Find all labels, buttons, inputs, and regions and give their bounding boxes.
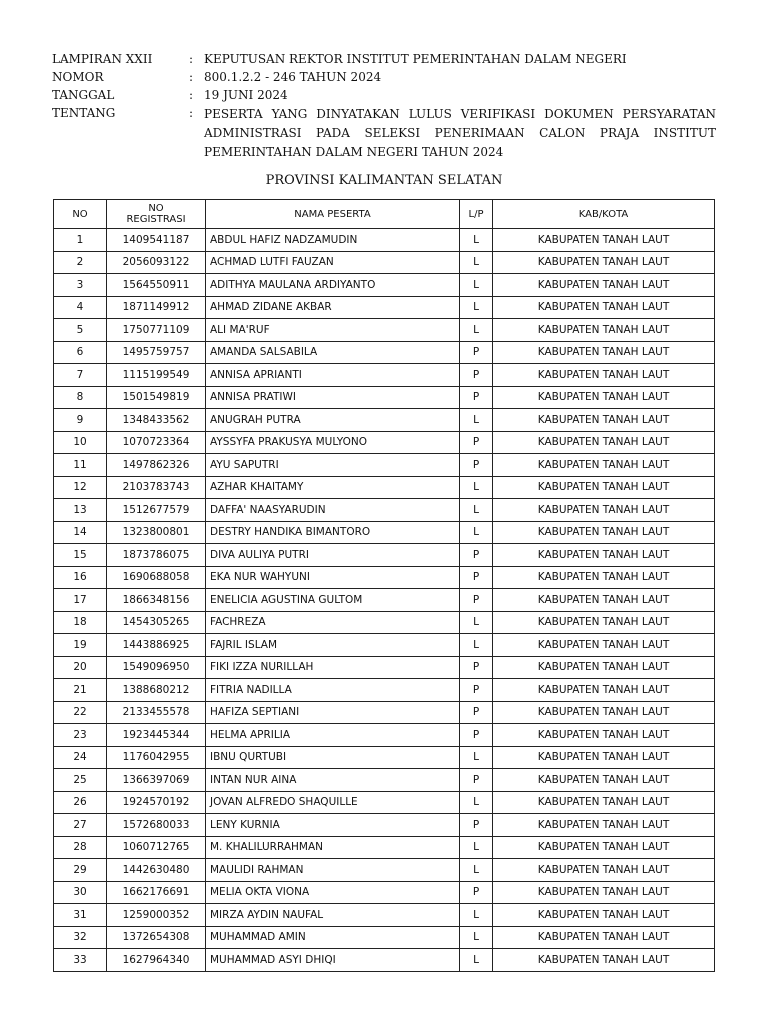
registration-number: 1512677579	[107, 499, 206, 522]
header-row-tentang	[52, 104, 716, 162]
row-number: 6	[54, 341, 107, 364]
registration-number: 2056093122	[107, 251, 206, 274]
province-title: PROVINSI KALIMANTAN SELATAN	[265, 173, 503, 188]
row-number: 28	[54, 836, 107, 859]
regency: KABUPATEN TANAH LAUT	[493, 589, 715, 612]
row-number: 15	[54, 544, 107, 567]
regency: KABUPATEN TANAH LAUT	[493, 296, 715, 319]
participant-name: MUHAMMAD AMIN	[206, 926, 460, 949]
gender: L	[460, 836, 493, 859]
row-number: 22	[54, 701, 107, 724]
registration-number: 1388680212	[107, 679, 206, 702]
registration-number: 1348433562	[107, 409, 206, 432]
participant-name: ANUGRAH PUTRA	[206, 409, 460, 432]
row-number: 33	[54, 949, 107, 972]
gender: L	[460, 476, 493, 499]
participant-name: ABDUL HAFIZ NADZAMUDIN	[206, 229, 460, 252]
regency: KABUPATEN TANAH LAUT	[493, 341, 715, 364]
row-number: 19	[54, 634, 107, 657]
table-row	[54, 319, 715, 342]
table-body	[54, 229, 715, 972]
participant-name: ADITHYA MAULANA ARDIYANTO	[206, 274, 460, 297]
row-number: 27	[54, 814, 107, 837]
table-row	[54, 724, 715, 747]
gender: P	[460, 454, 493, 477]
regency: KABUPATEN TANAH LAUT	[493, 904, 715, 927]
gender: P	[460, 566, 493, 589]
table-row	[54, 431, 715, 454]
regency: KABUPATEN TANAH LAUT	[493, 701, 715, 724]
row-number: 20	[54, 656, 107, 679]
gender: L	[460, 746, 493, 769]
table-row	[54, 364, 715, 387]
row-number: 24	[54, 746, 107, 769]
registration-number: 1871149912	[107, 296, 206, 319]
table-row	[54, 589, 715, 612]
participant-name: HAFIZA SEPTIANI	[206, 701, 460, 724]
tanggal-value: 19 JUNI 2024	[204, 88, 288, 102]
gender: P	[460, 431, 493, 454]
table-row	[54, 544, 715, 567]
gender: P	[460, 679, 493, 702]
gender: P	[460, 769, 493, 792]
participant-name: AHMAD ZIDANE AKBAR	[206, 296, 460, 319]
registration-number: 1443886925	[107, 634, 206, 657]
participant-name: INTAN NUR AINA	[206, 769, 460, 792]
regency: KABUPATEN TANAH LAUT	[493, 476, 715, 499]
table-row	[54, 881, 715, 904]
participant-name: ANNISA APRIANTI	[206, 364, 460, 387]
row-number: 16	[54, 566, 107, 589]
row-number: 29	[54, 859, 107, 882]
row-number: 4	[54, 296, 107, 319]
participants-table	[53, 199, 715, 972]
participant-name: AMANDA SALSABILA	[206, 341, 460, 364]
row-number: 5	[54, 319, 107, 342]
registration-number: 1442630480	[107, 859, 206, 882]
row-number: 32	[54, 926, 107, 949]
header-registration-line2: REGISTRASI	[126, 214, 186, 225]
table-row	[54, 296, 715, 319]
table-row	[54, 769, 715, 792]
regency: KABUPATEN TANAH LAUT	[493, 949, 715, 972]
regency: KABUPATEN TANAH LAUT	[493, 521, 715, 544]
participant-name: DAFFA' NAASYARUDIN	[206, 499, 460, 522]
table-row	[54, 656, 715, 679]
gender: L	[460, 904, 493, 927]
participant-name: MIRZA AYDIN NAUFAL	[206, 904, 460, 927]
regency: KABUPATEN TANAH LAUT	[493, 881, 715, 904]
gender: L	[460, 499, 493, 522]
participant-name: ENELICIA AGUSTINA GULTOM	[206, 589, 460, 612]
table-row	[54, 634, 715, 657]
gender: L	[460, 274, 493, 297]
participant-name: ANNISA PRATIWI	[206, 386, 460, 409]
regency: KABUPATEN TANAH LAUT	[493, 746, 715, 769]
row-number: 23	[54, 724, 107, 747]
regency: KABUPATEN TANAH LAUT	[493, 656, 715, 679]
participant-name: EKA NUR WAHYUNI	[206, 566, 460, 589]
row-number: 9	[54, 409, 107, 432]
header-registration	[107, 200, 206, 229]
gender: P	[460, 724, 493, 747]
row-number: 25	[54, 769, 107, 792]
table-row	[54, 701, 715, 724]
header-row-tanggal	[52, 86, 716, 104]
participant-name: DESTRY HANDIKA BIMANTORO	[206, 521, 460, 544]
registration-number: 1323800801	[107, 521, 206, 544]
registration-number: 1259000352	[107, 904, 206, 927]
registration-number: 1060712765	[107, 836, 206, 859]
table-row	[54, 229, 715, 252]
registration-number: 2103783743	[107, 476, 206, 499]
regency: KABUPATEN TANAH LAUT	[493, 499, 715, 522]
regency: KABUPATEN TANAH LAUT	[493, 769, 715, 792]
header-row-nomor	[52, 68, 716, 86]
gender: P	[460, 656, 493, 679]
registration-number: 1115199549	[107, 364, 206, 387]
participant-name: LENY KURNIA	[206, 814, 460, 837]
gender: L	[460, 409, 493, 432]
row-number: 2	[54, 251, 107, 274]
table-row	[54, 521, 715, 544]
separator: :	[189, 70, 194, 84]
regency: KABUPATEN TANAH LAUT	[493, 791, 715, 814]
gender: L	[460, 949, 493, 972]
table-row	[54, 409, 715, 432]
registration-number: 1070723364	[107, 431, 206, 454]
participant-name: DIVA AULIYA PUTRI	[206, 544, 460, 567]
table-row	[54, 679, 715, 702]
table-row	[54, 566, 715, 589]
table-row	[54, 611, 715, 634]
header-name: NAMA PESERTA	[206, 200, 460, 229]
lampiran-label: LAMPIRAN XXII	[52, 52, 153, 66]
participant-name: AZHAR KHAITAMY	[206, 476, 460, 499]
participant-name: FAJRIL ISLAM	[206, 634, 460, 657]
nomor-value: 800.1.2.2 - 246 TAHUN 2024	[204, 70, 382, 84]
regency: KABUPATEN TANAH LAUT	[493, 251, 715, 274]
table-row	[54, 251, 715, 274]
registration-number: 1409541187	[107, 229, 206, 252]
registration-number: 1495759757	[107, 341, 206, 364]
gender: L	[460, 634, 493, 657]
row-number: 8	[54, 386, 107, 409]
participant-name: M. KHALILURRAHMAN	[206, 836, 460, 859]
gender: P	[460, 544, 493, 567]
participant-name: AYSSYFA PRAKUSYA MULYONO	[206, 431, 460, 454]
row-number: 14	[54, 521, 107, 544]
regency: KABUPATEN TANAH LAUT	[493, 566, 715, 589]
regency: KABUPATEN TANAH LAUT	[493, 859, 715, 882]
row-number: 11	[54, 454, 107, 477]
lampiran-value: KEPUTUSAN REKTOR INSTITUT PEMERINTAHAN DALAM NEGERI	[204, 52, 627, 66]
row-number: 30	[54, 881, 107, 904]
header-regency: KAB/KOTA	[493, 200, 715, 229]
gender: L	[460, 611, 493, 634]
regency: KABUPATEN TANAH LAUT	[493, 454, 715, 477]
participant-name: AYU SAPUTRI	[206, 454, 460, 477]
regency: KABUPATEN TANAH LAUT	[493, 409, 715, 432]
registration-number: 1549096950	[107, 656, 206, 679]
table-row	[54, 386, 715, 409]
gender: L	[460, 791, 493, 814]
registration-number: 1750771109	[107, 319, 206, 342]
participant-name: JOVAN ALFREDO SHAQUILLE	[206, 791, 460, 814]
row-number: 31	[54, 904, 107, 927]
table-row	[54, 949, 715, 972]
regency: KABUPATEN TANAH LAUT	[493, 814, 715, 837]
registration-number: 1866348156	[107, 589, 206, 612]
registration-number: 1662176691	[107, 881, 206, 904]
participant-name: MELIA OKTA VIONA	[206, 881, 460, 904]
participant-name: ACHMAD LUTFI FAUZAN	[206, 251, 460, 274]
regency: KABUPATEN TANAH LAUT	[493, 634, 715, 657]
registration-number: 2133455578	[107, 701, 206, 724]
registration-number: 1366397069	[107, 769, 206, 792]
gender: P	[460, 589, 493, 612]
gender: L	[460, 251, 493, 274]
registration-number: 1924570192	[107, 791, 206, 814]
table-row	[54, 904, 715, 927]
table-header-row	[54, 200, 715, 229]
table-row	[54, 926, 715, 949]
row-number: 1	[54, 229, 107, 252]
row-number: 7	[54, 364, 107, 387]
header-no: NO	[54, 200, 107, 229]
registration-number: 1176042955	[107, 746, 206, 769]
regency: KABUPATEN TANAH LAUT	[493, 679, 715, 702]
table-row	[54, 814, 715, 837]
participant-name: FIKI IZZA NURILLAH	[206, 656, 460, 679]
registration-number: 1564550911	[107, 274, 206, 297]
gender: P	[460, 386, 493, 409]
table-row	[54, 859, 715, 882]
table-row	[54, 476, 715, 499]
regency: KABUPATEN TANAH LAUT	[493, 836, 715, 859]
registration-number: 1372654308	[107, 926, 206, 949]
separator: :	[189, 88, 194, 102]
registration-number: 1572680033	[107, 814, 206, 837]
gender: L	[460, 926, 493, 949]
separator: :	[189, 106, 194, 120]
table-row	[54, 746, 715, 769]
table-row	[54, 836, 715, 859]
gender: P	[460, 341, 493, 364]
row-number: 21	[54, 679, 107, 702]
registration-number: 1923445344	[107, 724, 206, 747]
row-number: 17	[54, 589, 107, 612]
table-row	[54, 454, 715, 477]
regency: KABUPATEN TANAH LAUT	[493, 724, 715, 747]
regency: KABUPATEN TANAH LAUT	[493, 319, 715, 342]
separator: :	[189, 52, 194, 66]
participant-name: FACHREZA	[206, 611, 460, 634]
gender: L	[460, 229, 493, 252]
participant-name: MAULIDI RAHMAN	[206, 859, 460, 882]
document-header	[52, 50, 716, 162]
gender: P	[460, 701, 493, 724]
regency: KABUPATEN TANAH LAUT	[493, 364, 715, 387]
gender: P	[460, 364, 493, 387]
nomor-label: NOMOR	[52, 70, 104, 84]
participant-name: HELMA APRILIA	[206, 724, 460, 747]
registration-number: 1497862326	[107, 454, 206, 477]
regency: KABUPATEN TANAH LAUT	[493, 611, 715, 634]
gender: L	[460, 319, 493, 342]
header-row-lampiran	[52, 50, 716, 68]
row-number: 13	[54, 499, 107, 522]
registration-number: 1690688058	[107, 566, 206, 589]
regency: KABUPATEN TANAH LAUT	[493, 431, 715, 454]
gender: L	[460, 521, 493, 544]
row-number: 26	[54, 791, 107, 814]
row-number: 18	[54, 611, 107, 634]
participant-name: FITRIA NADILLA	[206, 679, 460, 702]
table-row	[54, 791, 715, 814]
registration-number: 1627964340	[107, 949, 206, 972]
table-row	[54, 274, 715, 297]
participant-name: ALI MA'RUF	[206, 319, 460, 342]
regency: KABUPATEN TANAH LAUT	[493, 386, 715, 409]
regency: KABUPATEN TANAH LAUT	[493, 229, 715, 252]
tentang-label: TENTANG	[52, 106, 116, 120]
header-registration-line1: NO	[148, 203, 164, 214]
row-number: 3	[54, 274, 107, 297]
participant-name: MUHAMMAD ASYI DHIQI	[206, 949, 460, 972]
registration-number: 1454305265	[107, 611, 206, 634]
gender: L	[460, 859, 493, 882]
tentang-value: PESERTA YANG DINYATAKAN LULUS VERIFIKASI DOKUMEN PERSYARATAN ADMINISTRASI PADA SELEKSI PENERIMAAN CALON PRAJA INSTITUT PEMERINTAHAN DALAM NEGERI TAHUN 2024	[204, 107, 716, 159]
row-number: 10	[54, 431, 107, 454]
registration-number: 1873786075	[107, 544, 206, 567]
gender: P	[460, 814, 493, 837]
gender: L	[460, 296, 493, 319]
regency: KABUPATEN TANAH LAUT	[493, 544, 715, 567]
table-row	[54, 499, 715, 522]
regency: KABUPATEN TANAH LAUT	[493, 274, 715, 297]
table-row	[54, 341, 715, 364]
gender: P	[460, 881, 493, 904]
regency: KABUPATEN TANAH LAUT	[493, 926, 715, 949]
tanggal-label: TANGGAL	[52, 88, 115, 102]
registration-number: 1501549819	[107, 386, 206, 409]
header-gender: L/P	[460, 200, 493, 229]
participant-name: IBNU QURTUBI	[206, 746, 460, 769]
row-number: 12	[54, 476, 107, 499]
